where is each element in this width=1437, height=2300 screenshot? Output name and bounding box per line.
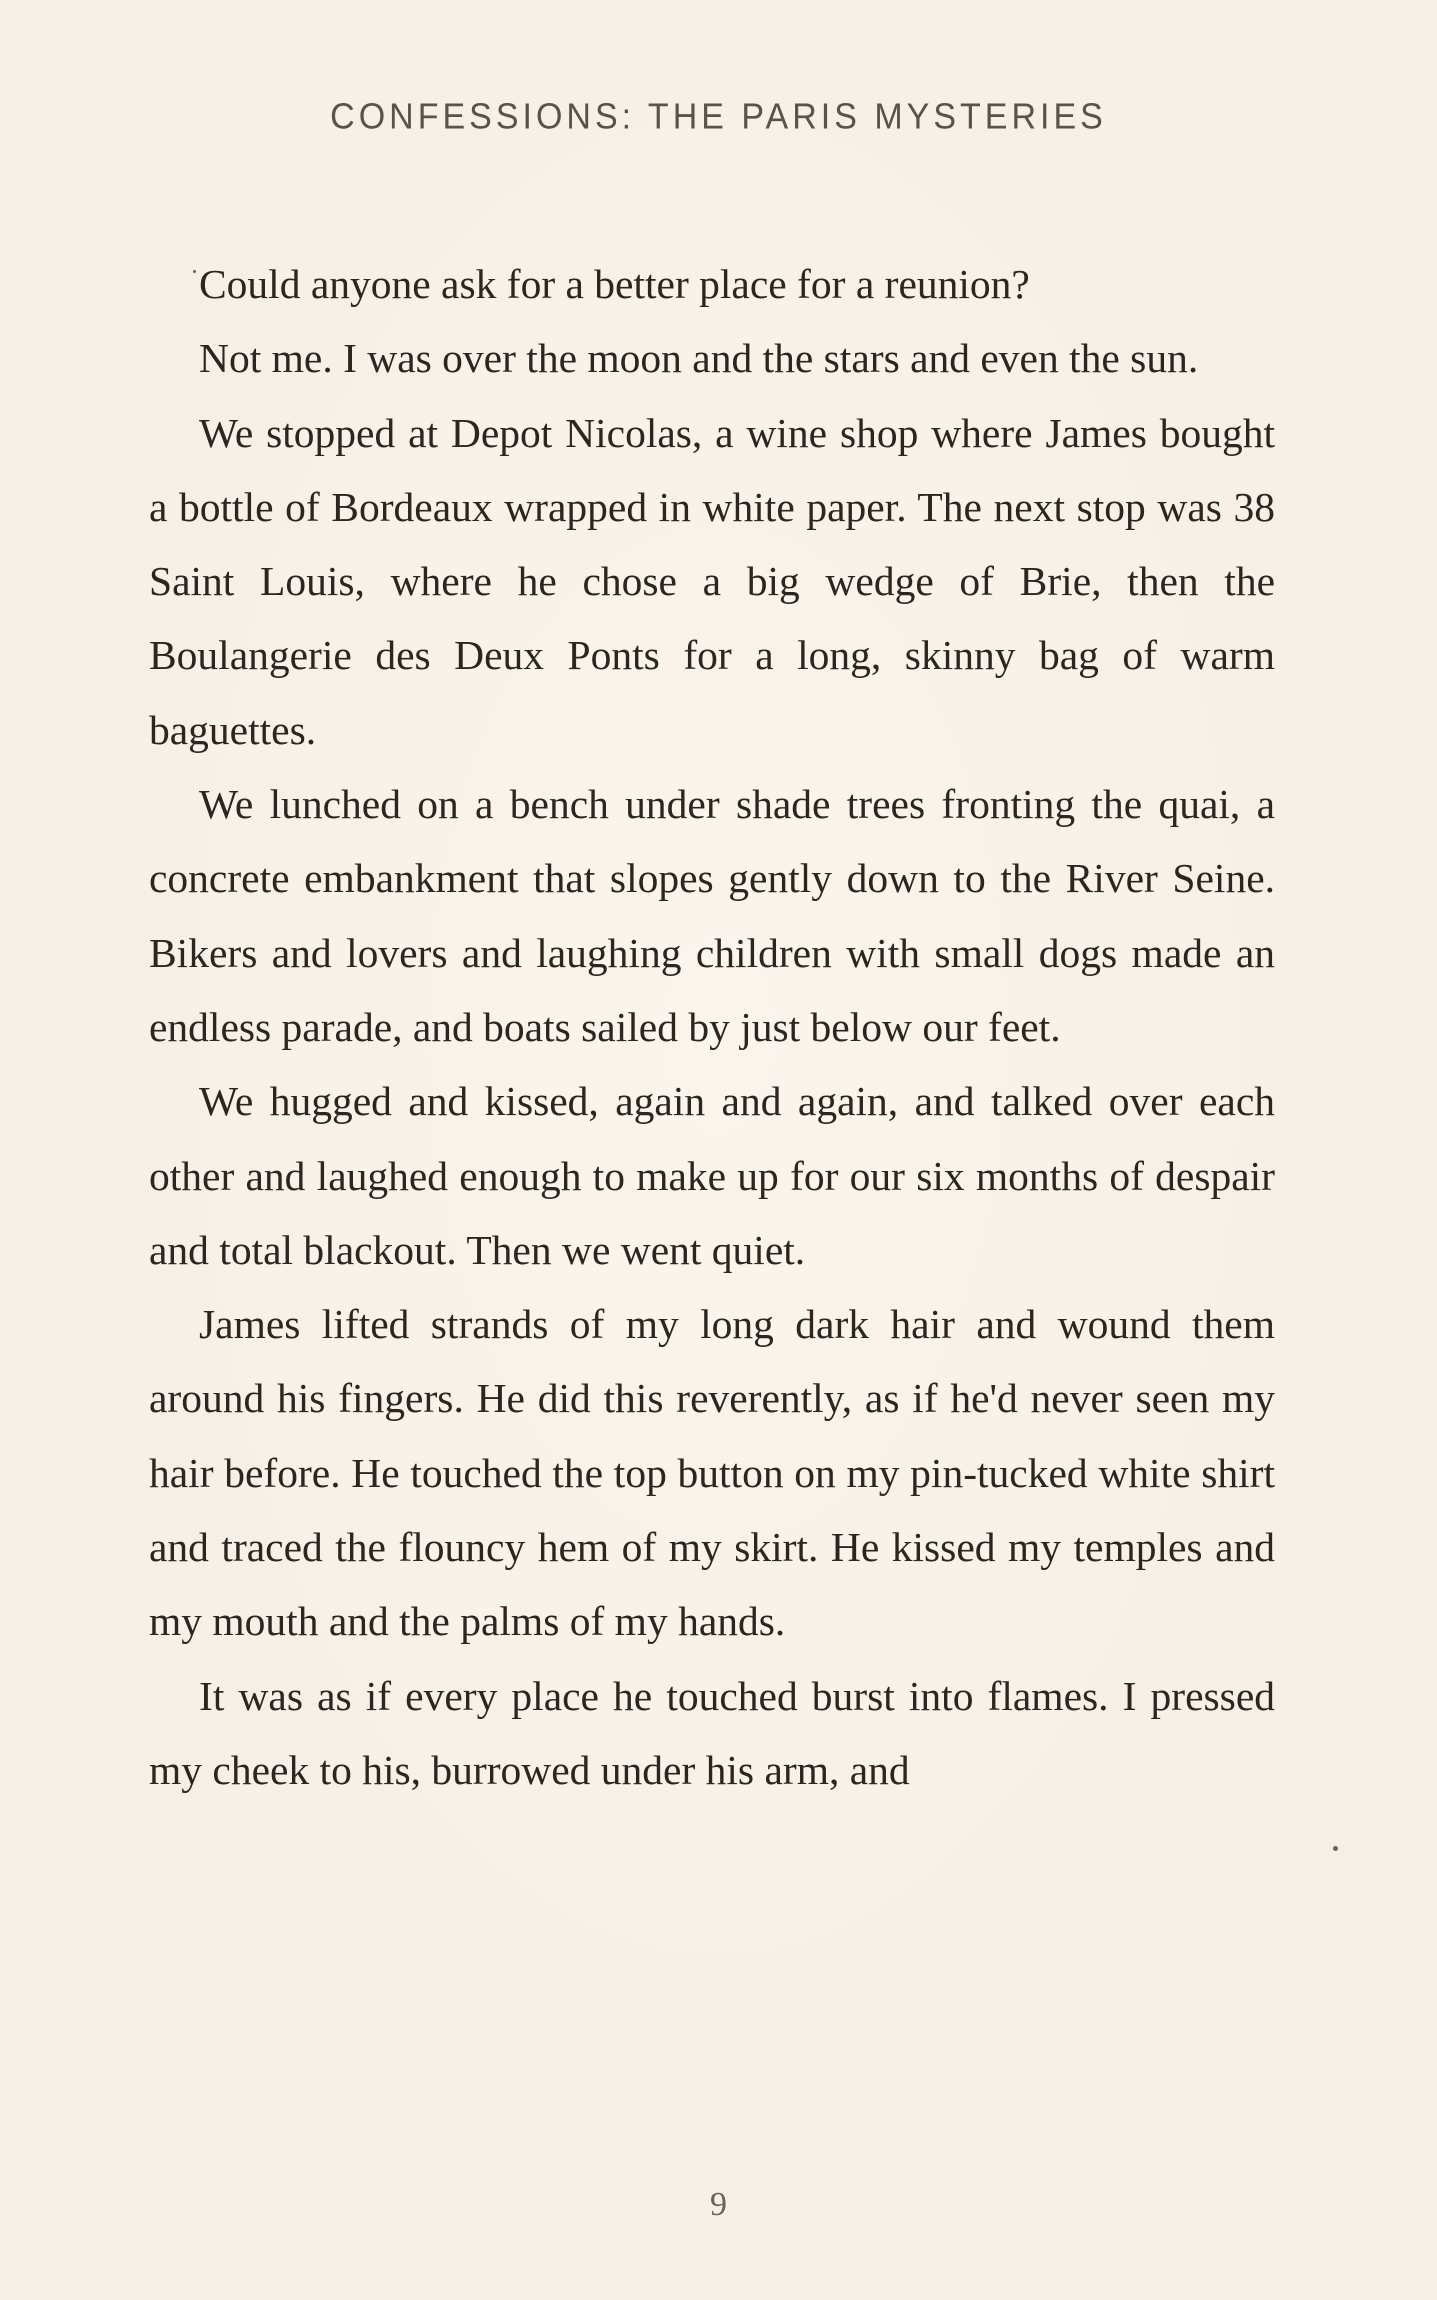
print-speck bbox=[1333, 1846, 1338, 1851]
paragraph: We stopped at Depot Nicolas, a wine shop where James bought a bottle of Bordeaux wrapped in white paper. The next stop was 38 Saint Louis, where he chose a big wedge of Brie, then the Boulangerie des Deux Ponts for a long, skinny bag of warm baguettes. bbox=[149, 409, 1275, 753]
paragraph: It was as if every place he touched burst into flames. I pressed my cheek to his, burrowed under his arm, and bbox=[149, 1672, 1275, 1793]
paragraph: We hugged and kissed, again and again, and talked over each other and laughed enough to make up for our six months of despair and total blackout. Then we went quiet. bbox=[149, 1078, 1275, 1273]
page-number: 9 bbox=[710, 2186, 727, 2223]
running-head: CONFESSIONS: THE PARIS MYSTERIES bbox=[330, 97, 1107, 137]
paragraph: Not me. I was over the moon and the stars and even the sun. bbox=[199, 335, 1199, 382]
body-text bbox=[149, 247, 1275, 1807]
paragraph: James lifted strands of my long dark hair and wound them around his fingers. He did this reverently, as if he'd never seen my hair before. He touched the top button on my pin-tucked white shirt and traced the flouncy hem of my skirt. He kissed my temples and my mouth and the palms of my hands. bbox=[149, 1301, 1275, 1645]
paragraph: We lunched on a bench under shade trees fronting the quai, a concrete embankment that slopes gently down to the River Seine. Bikers and lovers and laughing children with small dogs made an endless parade, and boats sailed by just below our feet. bbox=[149, 781, 1275, 1050]
print-speck bbox=[193, 270, 196, 273]
paragraph: Could anyone ask for a better place for a reunion? bbox=[199, 261, 1030, 307]
